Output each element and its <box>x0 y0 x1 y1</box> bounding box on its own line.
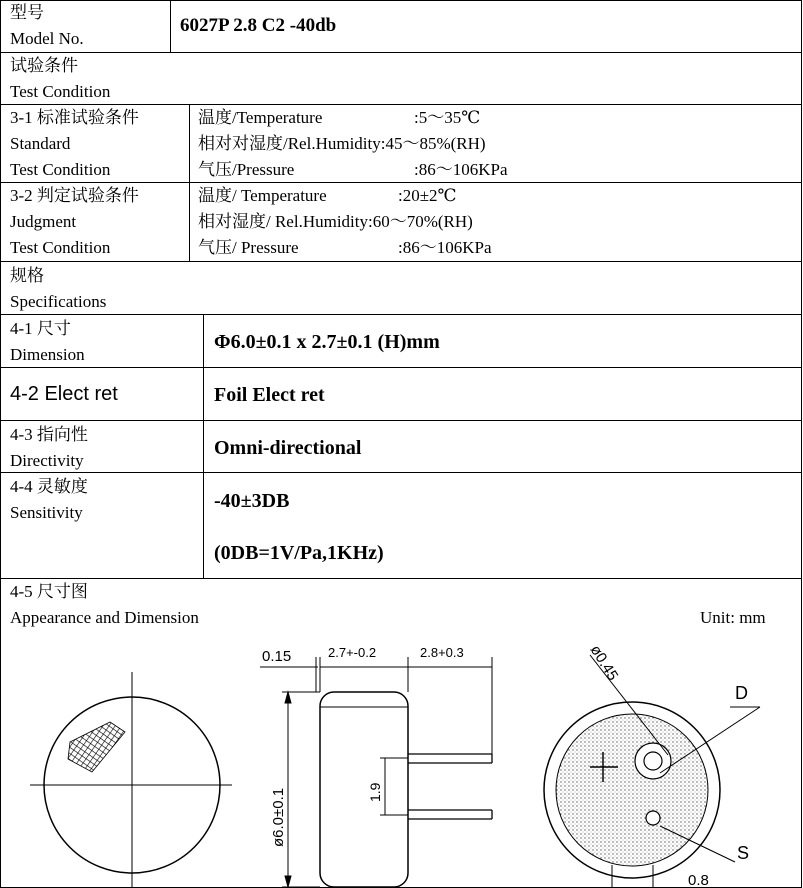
model-label-cn: 型号 <box>10 3 44 22</box>
standard-press-name: 气压/Pressure <box>198 160 295 179</box>
dimension-label-2: Dimension <box>10 345 85 364</box>
dim-0-45: ø0.45 <box>586 642 622 684</box>
judgment-humidity: 相对湿度/ Rel.Humidity:60～70%(RH) <box>198 212 473 231</box>
model-label-en: Model No. <box>10 29 84 48</box>
dim-2-8: 2.8+0.3 <box>420 645 464 660</box>
back-view <box>544 655 760 887</box>
directivity-label-2: Directivity <box>10 451 84 470</box>
dim-0-8: 0.8 <box>688 872 709 887</box>
front-view <box>30 672 232 887</box>
standard-label-3: Test Condition <box>10 160 111 179</box>
test-condition-row <box>0 52 802 104</box>
dimension-row <box>0 314 802 367</box>
test-condition-en: Test Condition <box>10 82 111 101</box>
model-value: 6027P 2.8 C2 -40db <box>180 15 337 36</box>
directivity-value: Omni-directional <box>214 437 362 459</box>
judgment-label-1: 3-2 判定试验条件 <box>10 186 139 205</box>
sensitivity-row <box>0 472 802 578</box>
standard-temp-value: :5～35℃ <box>414 108 481 127</box>
standard-label-2: Standard <box>10 134 71 153</box>
specifications-cn: 规格 <box>10 266 44 285</box>
dim-0-15: 0.15 <box>262 648 292 665</box>
judgment-temp-value: :20±2℃ <box>398 186 457 205</box>
dimension-label-1: 4-1 尺寸 <box>10 319 71 338</box>
sensitivity-label-2: Sensitivity <box>10 503 83 522</box>
electret-label: 4-2 Elect ret <box>10 383 118 405</box>
unit-label: Unit: mm <box>700 608 766 627</box>
electret-row <box>0 367 802 420</box>
specifications-row <box>0 261 802 314</box>
standard-condition-row <box>0 104 802 182</box>
specifications-en: Specifications <box>10 292 107 311</box>
judgment-label-2: Judgment <box>10 212 77 231</box>
label-d: D <box>735 683 748 703</box>
judgment-temp-name: 温度/ Temperature <box>198 186 327 205</box>
dim-1-9: 1.9 <box>367 782 383 802</box>
appearance-label-2: Appearance and Dimension <box>10 608 199 627</box>
judgment-condition-row <box>0 182 802 261</box>
sensitivity-label-1: 4-4 灵敏度 <box>10 477 88 496</box>
directivity-label-1: 4-3 指向性 <box>10 425 88 444</box>
standard-temp-name: 温度/Temperature <box>198 108 323 127</box>
judgment-press-value: :86～106KPa <box>398 238 492 257</box>
electret-value: Foil Elect ret <box>214 384 325 406</box>
standard-humidity: 相对对湿度/Rel.Humidity:45～85%(RH) <box>198 134 486 153</box>
dim-2-7: 2.7+-0.2 <box>328 645 377 660</box>
test-condition-cn: 试验条件 <box>10 56 78 75</box>
label-s: S <box>737 843 750 863</box>
dimension-drawing <box>0 637 800 887</box>
side-view <box>260 657 492 887</box>
standard-press-value: :86～106KPa <box>414 160 508 179</box>
judgment-label-3: Test Condition <box>10 238 111 257</box>
directivity-row <box>0 420 802 472</box>
appearance-label-1: 4-5 尺寸图 <box>10 582 88 601</box>
dimension-value: Φ6.0±0.1 x 2.7±0.1 (H)mm <box>214 331 440 353</box>
model-row <box>0 0 802 52</box>
dim-6-0: ø6.0±0.1 <box>270 787 287 847</box>
judgment-press-name: 气压/ Pressure <box>198 238 299 257</box>
sensitivity-note: (0DB=1V/Pa,1KHz) <box>214 542 384 564</box>
sensitivity-value: -40±3DB <box>214 490 290 512</box>
appearance-row <box>0 578 802 888</box>
standard-label-1: 3-1 标准试验条件 <box>10 108 139 127</box>
